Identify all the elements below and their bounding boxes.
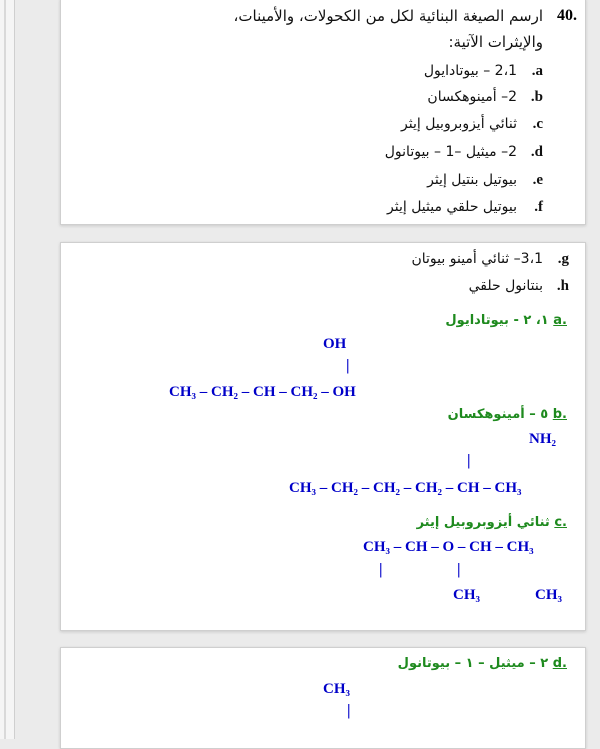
vertical-bond: |	[347, 702, 351, 719]
amino-group: NH₂	[529, 431, 556, 447]
answer-label: .a	[553, 313, 567, 328]
butanediol-chain: CH₃ – CH₂ – CH – CH₂ – OH	[169, 384, 356, 400]
question-number: 40.	[557, 7, 577, 24]
answer-c-heading	[417, 515, 567, 530]
item-letter: .f	[534, 199, 543, 215]
answer-title: ١، ٢ - بيوتادايول	[445, 313, 549, 328]
answer-d-heading	[398, 656, 567, 671]
item-text: بيوتيل حلقي ميثيل إيثر	[387, 199, 517, 215]
question-text-line2: والإيثرات الآتية:	[448, 33, 543, 51]
methyl-branch-2: CH₃	[535, 587, 562, 603]
methyl-branch-1: CH₃	[453, 587, 480, 603]
answer-label: .b	[552, 407, 567, 422]
item-letter: .c	[532, 116, 543, 132]
methyl-group: CH₃	[323, 681, 350, 697]
item-letter: .e	[532, 172, 543, 188]
answer-b-heading	[448, 407, 567, 422]
question-page	[60, 0, 586, 225]
answer-label: .d	[552, 656, 567, 671]
item-letter: .d	[530, 144, 543, 160]
vertical-bond: |	[346, 357, 350, 374]
answers-page	[60, 242, 586, 631]
left-scroll-gutter	[0, 0, 15, 739]
item-text: بيوتيل بنتيل إيثر	[427, 172, 517, 188]
item-text: ثنائي أيزوبروبيل إيثر	[401, 116, 517, 132]
item-text: 3،1– ثنائي أمينو بيوتان	[411, 251, 543, 267]
item-text: بنتانول حلقي	[468, 278, 543, 294]
answer-label: .c	[554, 515, 567, 530]
item-letter: .h	[556, 278, 569, 294]
question-text-line1: ارسم الصيغة البنائية لكل من الكحولات، والأمينات،	[233, 7, 543, 25]
item-text: 2– ميثيل –1 – بيوتانول	[384, 144, 517, 160]
answer-title: ٢ – ميثيل – ١ – بيوتانول	[397, 656, 549, 671]
vertical-bond-right: |	[457, 561, 461, 578]
item-letter: .b	[530, 89, 543, 105]
answers-page-continued	[60, 647, 586, 749]
aminohexane-chain: CH₃ – CH₂ – CH₂ – CH₂ – CH – CH₃	[289, 480, 522, 496]
item-letter: .a	[531, 63, 543, 79]
hydroxyl-group: OH	[323, 336, 347, 352]
item-letter: .g	[557, 251, 569, 267]
answer-a-heading	[445, 313, 567, 328]
answer-title: ثنائي أيزوبروبيل إيثر	[416, 515, 550, 530]
answer-title: ٥ – أمينوهكسان	[447, 407, 549, 422]
item-text: 2– أمينوهكسان	[427, 89, 517, 105]
ether-chain: CH₃ – CH – O – CH – CH₃	[363, 539, 534, 555]
item-text: 2،1 – بيوتادايول	[423, 63, 517, 79]
vertical-bond-left: |	[379, 561, 383, 578]
vertical-bond: |	[467, 452, 471, 469]
